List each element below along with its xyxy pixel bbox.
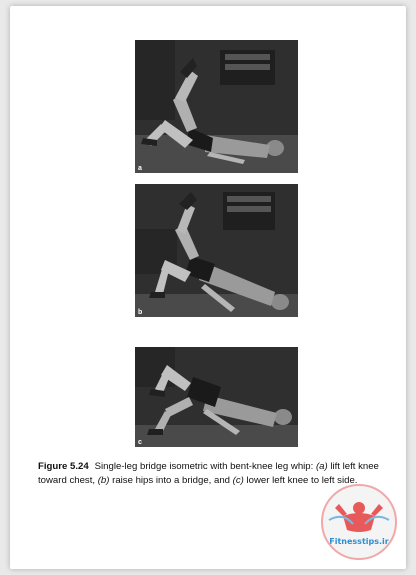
figure-label: Figure 5.24 <box>38 461 89 472</box>
caption-text-2: lift left knee toward chest, <box>38 461 379 486</box>
photo-letter-b: b <box>138 309 143 316</box>
caption-text-4: lower left knee to left side. <box>243 475 358 486</box>
photo-letter-c: c <box>138 439 142 446</box>
exercise-photo-b <box>135 184 298 317</box>
watermark-text: Fitnesstips.ir <box>329 537 389 546</box>
figure-caption <box>38 460 383 488</box>
photo-letter-a: a <box>138 165 142 172</box>
exercise-photo-c <box>135 347 298 447</box>
bodybuilder-icon <box>323 486 395 558</box>
photo-c-illustration <box>135 347 298 447</box>
caption-ref-c: (c) <box>232 475 244 486</box>
exercise-photo-a <box>135 40 298 173</box>
photo-b-illustration <box>135 184 298 317</box>
caption-text-1: Single-leg bridge isometric with bent-knee leg whip: <box>94 461 316 472</box>
caption-ref-a: (a) <box>315 461 328 472</box>
photo-a-illustration <box>135 40 298 173</box>
watermark-logo <box>321 484 397 560</box>
caption-ref-b: (b) <box>97 475 110 486</box>
caption-text-3: raise hips into a bridge, and <box>109 475 233 486</box>
